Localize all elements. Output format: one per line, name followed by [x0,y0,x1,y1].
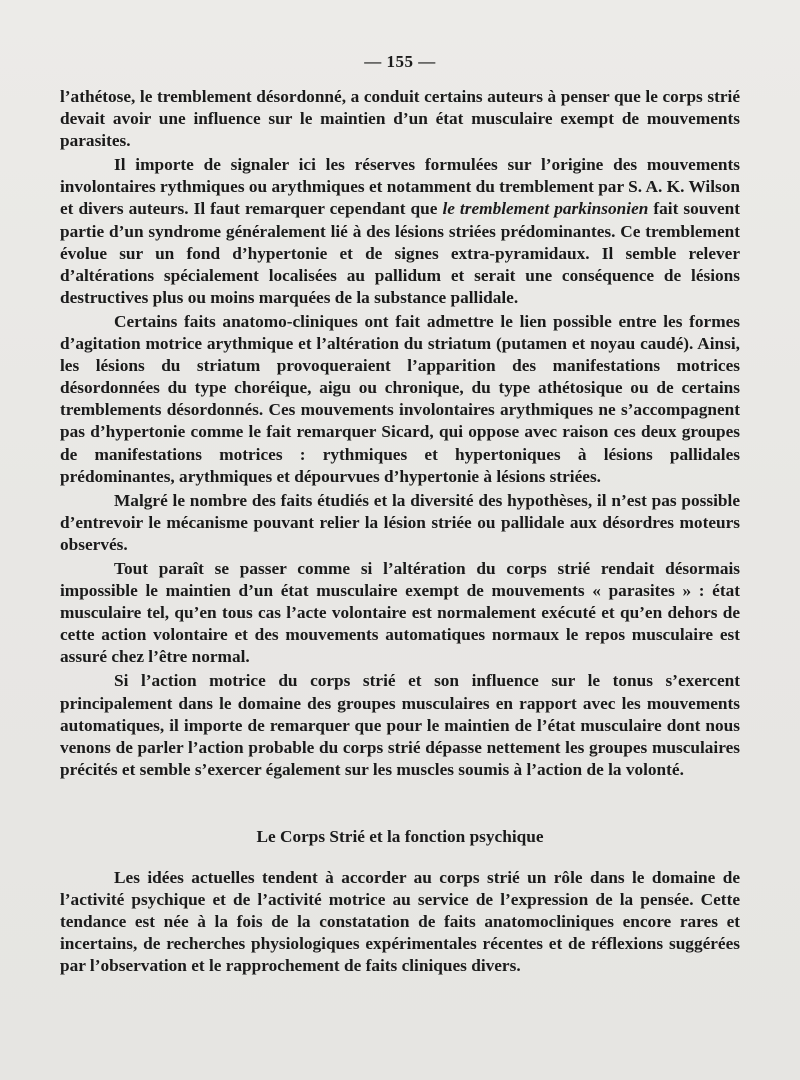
paragraph: l’athétose, le tremblement désordonné, a conduit certains auteurs à penser que le corps strié devait avoir une influence sur le maintien d’un état musculaire exempt de mouvements parasites. [60,87,740,151]
section-heading: Le Corps Strié et la fonction psychique [256,826,544,846]
italic-term: le tremblement parkinsonien [442,199,649,219]
paragraph: Tout paraît se passer comme si l’altération du corps strié rendait désormais impossible le maintien d’un état musculaire exempt de mouvements « parasites » : état musculaire tel, qu’en tous cas l’acte volontaire est normalement exécuté et qu’en dehors de cette action volontaire et des mouvements automatiques normaux le repos musculaire est assuré chez l’être normal. [60,558,740,667]
paragraph: Si l’action motrice du corps strié et son influence sur le tonus s’exercent principalement dans le domaine des groupes musculaires en rapport avec les mouvements automatiques, il importe de remarquer que pour le maintien de l’état musculaire dont nous venons de parler l’action probable du corps strié dépasse nettement les groupes musculaires précités et semble s’exercer également sur les muscles soumis à l’action de la volonté. [60,671,740,779]
paragraph: Certains faits anatomo-cliniques ont fait admettre le lien possible entre les formes d’agitation motrice arythmique et l’altération du striatum (putamen et noyau caudé). Ainsi, les lésions du striatum provoqueraient l’apparition des manifestations motrices désordonnées du type choréique, aigu ou chronique, du type athétosique ou de certains tremblements désordonnés. Ces mouvements involontaires arythmiques ne s’accompagnent pas d’hypertonie comme le fait remarquer Sicard, qui oppose avec raison ces deux groupes de manifestations motrices : rythmiques et hypertoniques à lésions pallidales prédominantes, arythmiques et dépourvues d’hypertonie à lésions striées. [60,311,740,486]
paragraph-text: Il importe de signaler ici les réserves formulées sur l’origine des mouvements involontaires rythmiques ou arythmiques et notamment du tremblement par S. A. K. Wilson et divers auteurs. Il faut remarquer cependant que [60,155,740,219]
paragraph-text: fait souvent partie d’un syndrome généralement lié à des lésions striées prédominantes. Ce tremblement évolue sur un fond d’hypertonie et de signes extra-pyramidaux. Il semble relever d’altérations spécialement localisées au pallidum et serait une conséquence de lésions destructives plus ou moins marquées de la substance pallidale. [60,199,741,307]
page-number: — 155 — [364,52,436,71]
paragraph [60,154,740,309]
paragraph: Malgré le nombre des faits étudiés et la diversité des hypothèses, il n’est pas possible d’entrevoir le mécanisme pouvant relier la lésion striée ou pallidale aux désordres moteurs observés. [60,490,740,554]
paragraph: Les idées actuelles tendent à accorder au corps strié un rôle dans le domaine de l’activité psychique et de l’activité motrice au service de l’expression de la pensée. Cette tendance est née à la fois de la constatation de faits anatomocliniques encore rares et incertains, de recherches physiologiques expérimentales récentes et de réflexions suggérées par l’observation et le rapprochement de faits cliniques divers. [60,867,740,976]
